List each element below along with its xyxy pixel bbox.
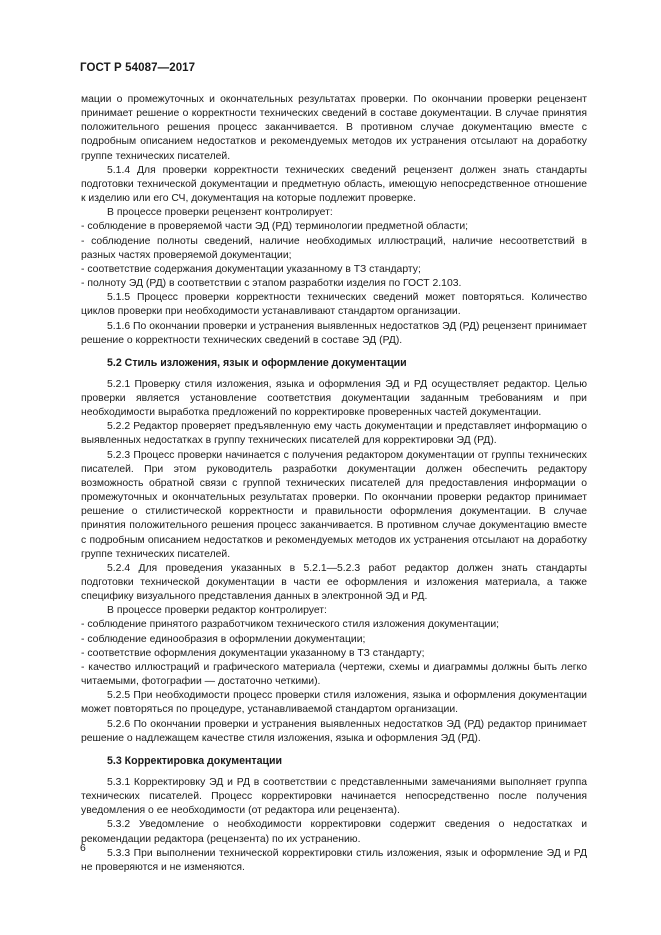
list-item: - соблюдение в проверяемой части ЭД (РД) терминологии предметной области; bbox=[81, 221, 469, 233]
paragraph: 5.2.6 По окончании проверки и устранения выявленных недостатков ЭД (РД) редактор принимает решение о надлежащем качестве стиля изложения, языка и оформления ЭД (РД). bbox=[81, 718, 587, 744]
section-heading-5-3: 5.3 Корректировка документации bbox=[107, 754, 283, 767]
paragraph: 5.3.2 Уведомление о необходимости корректировки содержит сведения о недостатках и рекомендации редактора (рецензента) по их устранению. bbox=[81, 819, 587, 845]
paragraph: 5.2.4 Для проведения указанных в 5.2.1—5.2.3 работ редактор должен знать стандарты подготовки технической документации в части ее оформления и изложения материала, а также специфику визуального представления данных в электронной ЭД и РД. bbox=[81, 562, 587, 603]
page-number: 6 bbox=[80, 843, 86, 854]
paragraph: 5.1.5 Процесс проверки корректности технических сведений может повторяться. Количество циклов проверки при необходимости устанавливают стандартом организации. bbox=[81, 292, 587, 318]
list-item: - полноту ЭД (РД) в соответствии с этапом разработки изделия по ГОСТ 2.103. bbox=[81, 278, 462, 290]
paragraph: 5.3.1 Корректировку ЭД и РД в соответствии с представленными замечаниями выполняет группа технических писателей. Процесс корректировки начинается непосредственно после получения уведомления о ее необходимости (от редактора или рецензента). bbox=[81, 776, 587, 817]
paragraph: 5.1.4 Для проверки корректности технических сведений рецензент должен знать стандарты подготовки технической документации и предметную область, имеющую непосредственное отношение к изделию или его СЧ, документация на которые подлежит проверке. bbox=[81, 164, 587, 205]
paragraph: 5.2.3 Процесс проверки начинается с получения редактором документации от группы технических писателей. При этом руководитель разработки документации должен обеспечить редактору возможность обратной связи с группой технических писателей для предоставления информации о промежуточных и окончательных результатах проверки. По окончании проверки редактор принимает решение о стилистической корректности и правильности оформления документации. В случае принятия положительного решения процесс заканчивается. В противном случае документацию вместе с подробным описанием недостатков и рекомендуемых методов их устранения отсылают на доработку группе технических писателей. bbox=[81, 449, 587, 560]
paragraph: В процессе проверки рецензент контролирует: bbox=[107, 207, 333, 219]
paragraph: В процессе проверки редактор контролирует: bbox=[107, 605, 327, 617]
paragraph: мации о промежуточных и окончательных результатах проверки. По окончании проверки рецензент принимает решение о корректности технических сведений в составе документации. В случае принятия положительного решения процесс заканчивается. В противном случае документацию вместе с подробным описанием недостатков и рекомендуемых методов их устранения отсылают на доработку группе технических писателей. bbox=[81, 94, 587, 162]
list-item: - соответствие содержания документации указанному в ТЗ стандарту; bbox=[81, 263, 421, 275]
list-item: - соблюдение принятого разработчиком технического стиля изложения документации; bbox=[81, 619, 500, 631]
paragraph: 5.2.2 Редактор проверяет предъявленную ему часть документации и представляет информацию о выявленных недостатках в группу технических писателей для корректировки ЭД (РД). bbox=[81, 421, 587, 447]
paragraph: 5.2.1 Проверку стиля изложения, языка и оформления ЭД и РД осуществляет редактор. Целью проверки является установление соответствия документации заданным требованиям и при необходимости выработка предложений по корректировке проверенных частей документации. bbox=[81, 378, 587, 419]
document-body bbox=[81, 93, 587, 875]
list-item: - соблюдение полноты сведений, наличие необходимых иллюстраций, наличие несоответствий в разных частях проверяемой документации; bbox=[81, 235, 587, 261]
list-item: - соответствие оформления документации указанному в ТЗ стандарту; bbox=[81, 647, 425, 659]
paragraph: 5.1.6 По окончании проверки и устранения выявленных недостатков ЭД (РД) рецензент принимает решение о корректности технических сведений в составе ЭД (РД). bbox=[81, 320, 587, 346]
section-heading-5-2: 5.2 Стиль изложения, язык и оформление документации bbox=[107, 356, 407, 369]
paragraph: 5.2.5 При необходимости процесс проверки стиля изложения, языка и оформления документации может повторяться по процедуре, устанавливаемой стандартом организации. bbox=[81, 690, 587, 716]
list-item: - качество иллюстраций и графического материала (чертежи, схемы и диаграммы должны быть легко читаемыми, фотографии — достаточно четкими). bbox=[81, 661, 587, 688]
document-header: ГОСТ Р 54087—2017 bbox=[80, 62, 196, 74]
paragraph: 5.3.3 При выполнении технической корректировки стиль изложения, язык и оформление ЭД и РД не проверяются и не изменяются. bbox=[81, 847, 587, 873]
list-item: - соблюдение единообразия в оформлении документации; bbox=[81, 633, 366, 645]
